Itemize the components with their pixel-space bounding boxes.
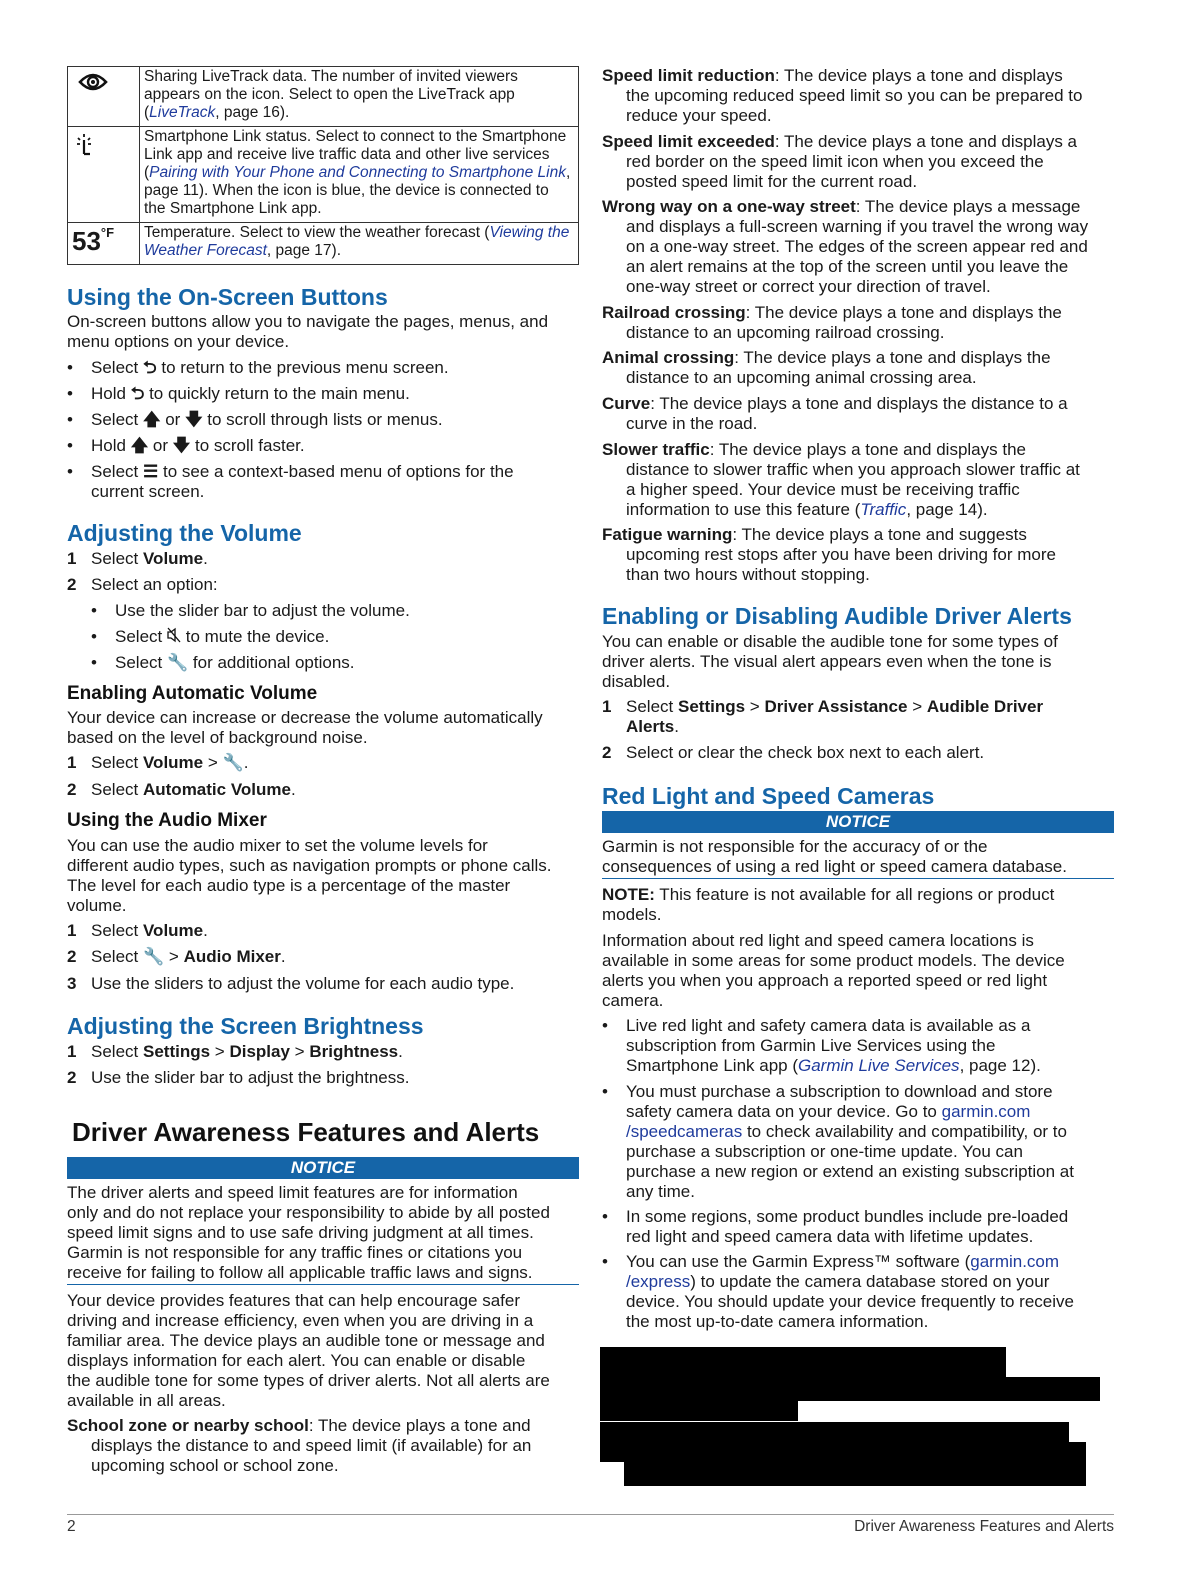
alert-definition: School zone or nearby school: The device plays a tone and bbox=[67, 1416, 531, 1435]
list-item: Hold 🡅 or 🡇 to scroll faster. bbox=[91, 436, 305, 455]
express-link[interactable]: garmin.com bbox=[970, 1252, 1060, 1271]
paragraph-line: Your device can increase or decrease the volume automatically bbox=[67, 708, 543, 727]
step: Select 🔧 > Audio Mixer. bbox=[91, 947, 286, 966]
notice-banner: NOTICE bbox=[602, 811, 1114, 833]
up-arrow-icon: 🡅 bbox=[130, 436, 149, 455]
bullet-dot: • bbox=[67, 436, 73, 455]
redaction-block bbox=[600, 1377, 1100, 1401]
wrench-icon: 🔧 bbox=[166, 653, 189, 672]
paragraph-line: familiar area. The device plays an audible tone or message and bbox=[67, 1331, 545, 1350]
notice-text: speed limit signs and to use safe driving judgment at all times. bbox=[67, 1223, 534, 1242]
paragraph-line: driving and increase efficiency, even when you are driving in a bbox=[67, 1311, 534, 1330]
alert-definition-cont: reduce your speed. bbox=[626, 106, 772, 125]
list-item-cont: red light and speed camera data with lifetime updates. bbox=[626, 1227, 1034, 1246]
table-row bbox=[68, 67, 579, 127]
step: Use the sliders to adjust the volume for each audio type. bbox=[91, 974, 515, 993]
wrench-icon: 🔧 bbox=[142, 947, 165, 966]
bullet-dot: • bbox=[67, 384, 73, 403]
list-item-cont: Smartphone Link app (Garmin Live Services, page 12). bbox=[626, 1056, 1041, 1075]
weather-link[interactable]: Viewing the Weather Forecast bbox=[144, 224, 570, 259]
alert-definition-cont: information to use this feature (Traffic, page 14). bbox=[626, 500, 988, 519]
notice-text: only and do not replace your responsibility to abide by all posted bbox=[67, 1203, 550, 1222]
speedcameras-link[interactable]: garmin.com bbox=[941, 1102, 1031, 1121]
paragraph-line: You can use the audio mixer to set the volume levels for bbox=[67, 836, 488, 855]
list-item-cont: purchase a new region or extend an existing subscription at bbox=[626, 1162, 1074, 1181]
paragraph-line: volume. bbox=[67, 896, 127, 915]
alert-definition-cont: curve in the road. bbox=[626, 414, 758, 433]
paragraph-line: disabled. bbox=[602, 672, 671, 691]
bullet-dot: • bbox=[67, 462, 73, 481]
list-item: Use the slider bar to adjust the volume. bbox=[115, 601, 410, 620]
section-title-onscreen-buttons: Using the On-Screen Buttons bbox=[67, 284, 388, 310]
paragraph-line: based on the level of background noise. bbox=[67, 728, 368, 747]
step: Select Settings > Display > Brightness. bbox=[91, 1042, 403, 1061]
list-item-cont: /speedcameras to check availability and compatibility, or to bbox=[626, 1122, 1067, 1141]
down-arrow-icon: 🡇 bbox=[185, 410, 203, 429]
alert-definition-cont: posted speed limit for the current road. bbox=[626, 172, 918, 191]
notice-text: consequences of using a red light or speed camera database. bbox=[602, 857, 1067, 876]
section-title-cameras: Red Light and Speed Cameras bbox=[602, 783, 935, 809]
step-number: 1 bbox=[602, 697, 612, 716]
alert-definition: Wrong way on a one-way street: The device plays a message bbox=[602, 197, 1081, 216]
alert-definition: Railroad crossing: The device plays a tone and displays the bbox=[602, 303, 1062, 322]
redaction-block bbox=[624, 1462, 1086, 1486]
paragraph-line: driver alerts. The visual alert appears even when the tone is bbox=[602, 652, 1052, 671]
alert-definition: Speed limit reduction: The device plays a tone and displays bbox=[602, 66, 1063, 85]
temperature-value: 53 bbox=[72, 226, 101, 256]
alert-definition: Animal crossing: The device plays a tone and displays the bbox=[602, 348, 1051, 367]
subsection-title-audio-mixer: Using the Audio Mixer bbox=[67, 810, 267, 831]
paragraph-line: camera. bbox=[602, 991, 664, 1010]
step: Use the slider bar to adjust the brightness. bbox=[91, 1068, 410, 1087]
list-item-cont: purchase a subscription or one-time update. You can bbox=[626, 1142, 1023, 1161]
paragraph-line: Your device provides features that can help encourage safer bbox=[67, 1291, 520, 1310]
list-item: Select ⮌ to return to the previous menu screen. bbox=[91, 358, 449, 377]
chapter-title: Driver Awareness Features and Alerts bbox=[72, 1117, 540, 1147]
bullet-dot: • bbox=[602, 1016, 608, 1035]
alert-definition-cont: distance to an upcoming railroad crossing. bbox=[626, 323, 945, 342]
alert-definition-cont: red border on the speed limit icon when you exceed the bbox=[626, 152, 1044, 171]
redaction-block bbox=[600, 1347, 1006, 1377]
back-icon: ⮌ bbox=[142, 358, 157, 377]
temperature-description: Temperature. Select to view the weather forecast (Viewing the Weather Forecast, page 17). bbox=[140, 223, 579, 265]
list-item-cont: current screen. bbox=[91, 482, 205, 501]
livetrack-eye-icon bbox=[68, 67, 140, 127]
paragraph-line: the audible tone for some types of driver alerts. Not all alerts are bbox=[67, 1371, 550, 1390]
livetrack-description: Sharing LiveTrack data. The number of invited viewers appears on the icon. Select to open the LiveTrack app (LiveTrack, page 16). bbox=[140, 67, 579, 127]
traffic-link[interactable]: Traffic bbox=[860, 500, 907, 519]
step-number: 2 bbox=[602, 743, 612, 762]
list-item: Select to mute the device. bbox=[115, 627, 329, 648]
paragraph-line: Information about red light and speed camera locations is bbox=[602, 931, 1034, 950]
step-number: 1 bbox=[67, 549, 77, 568]
list-item: In some regions, some product bundles include pre-loaded bbox=[626, 1207, 1069, 1226]
alert-definition-cont: on a one-way street. The edges of the screen appear red and bbox=[626, 237, 1088, 256]
bullet-dot: • bbox=[67, 410, 73, 429]
footer-section-title: Driver Awareness Features and Alerts bbox=[854, 1518, 1114, 1535]
section-title-brightness: Adjusting the Screen Brightness bbox=[67, 1013, 424, 1039]
step-number: 3 bbox=[67, 974, 77, 993]
notice-rule bbox=[67, 1284, 579, 1285]
alert-definition-cont: upcoming rest stops after you have been driving for more bbox=[626, 545, 1056, 564]
notice-text: Garmin is not responsible for the accuracy of or the bbox=[602, 837, 988, 856]
smartphone-link-icon bbox=[68, 127, 140, 223]
paragraph-line: different audio types, such as navigation prompts or phone calls. bbox=[67, 856, 552, 875]
livetrack-link[interactable]: LiveTrack bbox=[149, 104, 216, 121]
bullet-dot: • bbox=[91, 653, 97, 672]
list-item-cont: subscription from Garmin Live Services using the bbox=[626, 1036, 996, 1055]
garmin-live-services-link[interactable]: Garmin Live Services bbox=[798, 1056, 960, 1075]
table-row bbox=[68, 223, 579, 265]
list-item-cont: any time. bbox=[626, 1182, 695, 1201]
alert-definition-cont: distance to an upcoming animal crossing area. bbox=[626, 368, 977, 387]
paragraph-line: displays information for each alert. You can enable or disable bbox=[67, 1351, 526, 1370]
list-item: Hold ⮌ to quickly return to the main menu. bbox=[91, 384, 410, 403]
section-title-volume: Adjusting the Volume bbox=[67, 520, 302, 546]
footer-rule bbox=[67, 1514, 1114, 1515]
paragraph-line: The level for each audio type is a percentage of the master bbox=[67, 876, 511, 895]
temperature-unit: °F bbox=[100, 225, 115, 240]
step-number: 2 bbox=[67, 780, 77, 799]
page-number: 2 bbox=[67, 1518, 76, 1535]
notice-text: The driver alerts and speed limit features are for information bbox=[67, 1183, 518, 1202]
step: Select an option: bbox=[91, 575, 218, 594]
paragraph-line: available in all areas. bbox=[67, 1391, 226, 1410]
alert-definition-cont: and displays a full-screen warning if you travel the wrong way bbox=[626, 217, 1089, 236]
step-number: 1 bbox=[67, 753, 77, 772]
section-title-audible-alerts: Enabling or Disabling Audible Driver Alerts bbox=[602, 603, 1072, 629]
onscreen-intro: On-screen buttons allow you to navigate the pages, menus, and bbox=[67, 312, 549, 331]
status-icon-table bbox=[67, 66, 579, 265]
list-item: Select ☰ to see a context-based menu of options for the bbox=[91, 462, 514, 481]
list-item-cont: the most up-to-date camera information. bbox=[626, 1312, 929, 1331]
step-number: 2 bbox=[67, 1068, 77, 1087]
step-number: 1 bbox=[67, 1042, 77, 1061]
step-number: 2 bbox=[67, 947, 77, 966]
paragraph-line: You can enable or disable the audible tone for some types of bbox=[602, 632, 1058, 651]
alert-definition-cont: one-way street or correct your direction of travel. bbox=[626, 277, 991, 296]
note-cont: models. bbox=[602, 905, 662, 924]
bullet-dot: • bbox=[91, 627, 97, 646]
onscreen-intro: menu options on your device. bbox=[67, 332, 290, 351]
list-item: Select 🡅 or 🡇 to scroll through lists or menus. bbox=[91, 410, 443, 429]
table-row bbox=[68, 127, 579, 223]
step: Select Settings > Driver Assistance > Audible Driver bbox=[626, 697, 1044, 716]
pairing-link[interactable]: Pairing with Your Phone and Connecting to Smartphone Link bbox=[149, 164, 566, 181]
notice-text: receive for failing to follow all applicable traffic laws and signs. bbox=[67, 1263, 533, 1282]
alert-definition-cont: the upcoming reduced speed limit so you can be prepared to bbox=[626, 86, 1083, 105]
paragraph-line: alerts you when you approach a reported speed or red light bbox=[602, 971, 1048, 990]
alert-definition-cont: a higher speed. Your device must be receiving traffic bbox=[626, 480, 1020, 499]
redaction-block bbox=[600, 1401, 798, 1421]
list-item-cont: /express) to update the camera database stored on your bbox=[626, 1272, 1050, 1291]
step-cont: Alerts. bbox=[626, 717, 679, 736]
alert-definition-cont: distance to slower traffic when you approach slower traffic at bbox=[626, 460, 1080, 479]
list-item: Live red light and safety camera data is available as a bbox=[626, 1016, 1031, 1035]
notice-banner: NOTICE bbox=[67, 1157, 579, 1179]
step-number: 2 bbox=[67, 575, 77, 594]
temperature-icon bbox=[68, 223, 140, 265]
express-link[interactable]: /express bbox=[626, 1272, 691, 1291]
list-item-cont: safety camera data on your device. Go to garmin.com bbox=[626, 1102, 1031, 1121]
bullet-dot: • bbox=[602, 1207, 608, 1226]
back-icon: ⮌ bbox=[130, 384, 145, 403]
bullet-dot: • bbox=[91, 601, 97, 620]
alert-definition: Fatigue warning: The device plays a tone and suggests bbox=[602, 525, 1027, 544]
alert-definition-cont: than two hours without stopping. bbox=[626, 565, 870, 584]
alert-definition: Curve: The device plays a tone and displays the distance to a bbox=[602, 394, 1068, 413]
step: Select Volume > 🔧. bbox=[91, 753, 249, 772]
up-arrow-icon: 🡅 bbox=[142, 410, 161, 429]
alert-definition-cont: upcoming school or school zone. bbox=[91, 1456, 339, 1475]
step: Select Volume. bbox=[91, 921, 208, 940]
note: NOTE: This feature is not available for all regions or product bbox=[602, 885, 1055, 904]
notice-rule bbox=[602, 878, 1114, 879]
alert-definition: Speed limit exceeded: The device plays a tone and displays a bbox=[602, 132, 1078, 151]
alert-definition-cont: displays the distance to and speed limit (if available) for an bbox=[91, 1436, 532, 1455]
mute-icon bbox=[167, 627, 181, 648]
step-number: 1 bbox=[67, 921, 77, 940]
speedcameras-link[interactable]: /speedcameras bbox=[626, 1122, 743, 1141]
step: Select Automatic Volume. bbox=[91, 780, 296, 799]
smartphone-link-description: Smartphone Link status. Select to connect to the Smartphone Link app and receive live traffic data and other live services (Pairing with Your Phone and Connecting to Smartphone Link, page 11). When the icon is blue, the device is connected to the Smartphone Link app. bbox=[140, 127, 579, 223]
list-item: Select 🔧 for additional options. bbox=[115, 653, 355, 672]
alert-definition: Slower traffic: The device plays a tone and displays the bbox=[602, 440, 1026, 459]
wrench-icon: 🔧 bbox=[222, 753, 244, 772]
paragraph-line: available in some areas for some product models. The device bbox=[602, 951, 1065, 970]
redaction-block bbox=[600, 1442, 1086, 1462]
step: Select or clear the check box next to each alert. bbox=[626, 743, 985, 762]
bullet-dot: • bbox=[67, 358, 73, 377]
alert-definition-cont: an alert remains at the top of the screen until you leave the bbox=[626, 257, 1069, 276]
list-item: You can use the Garmin Express™ software (garmin.com bbox=[626, 1252, 1060, 1271]
bullet-dot: • bbox=[602, 1252, 608, 1271]
down-arrow-icon: 🡇 bbox=[172, 436, 191, 455]
list-item-cont: device. You should update your device frequently to receive bbox=[626, 1292, 1074, 1311]
step: Select Volume. bbox=[91, 549, 208, 568]
subsection-title-auto-volume: Enabling Automatic Volume bbox=[67, 683, 318, 704]
notice-text: Garmin is not responsible for any traffic fines or citations you bbox=[67, 1243, 523, 1262]
menu-icon: ☰ bbox=[142, 462, 159, 481]
bullet-dot: • bbox=[602, 1082, 608, 1101]
list-item: You must purchase a subscription to download and store bbox=[626, 1082, 1053, 1101]
